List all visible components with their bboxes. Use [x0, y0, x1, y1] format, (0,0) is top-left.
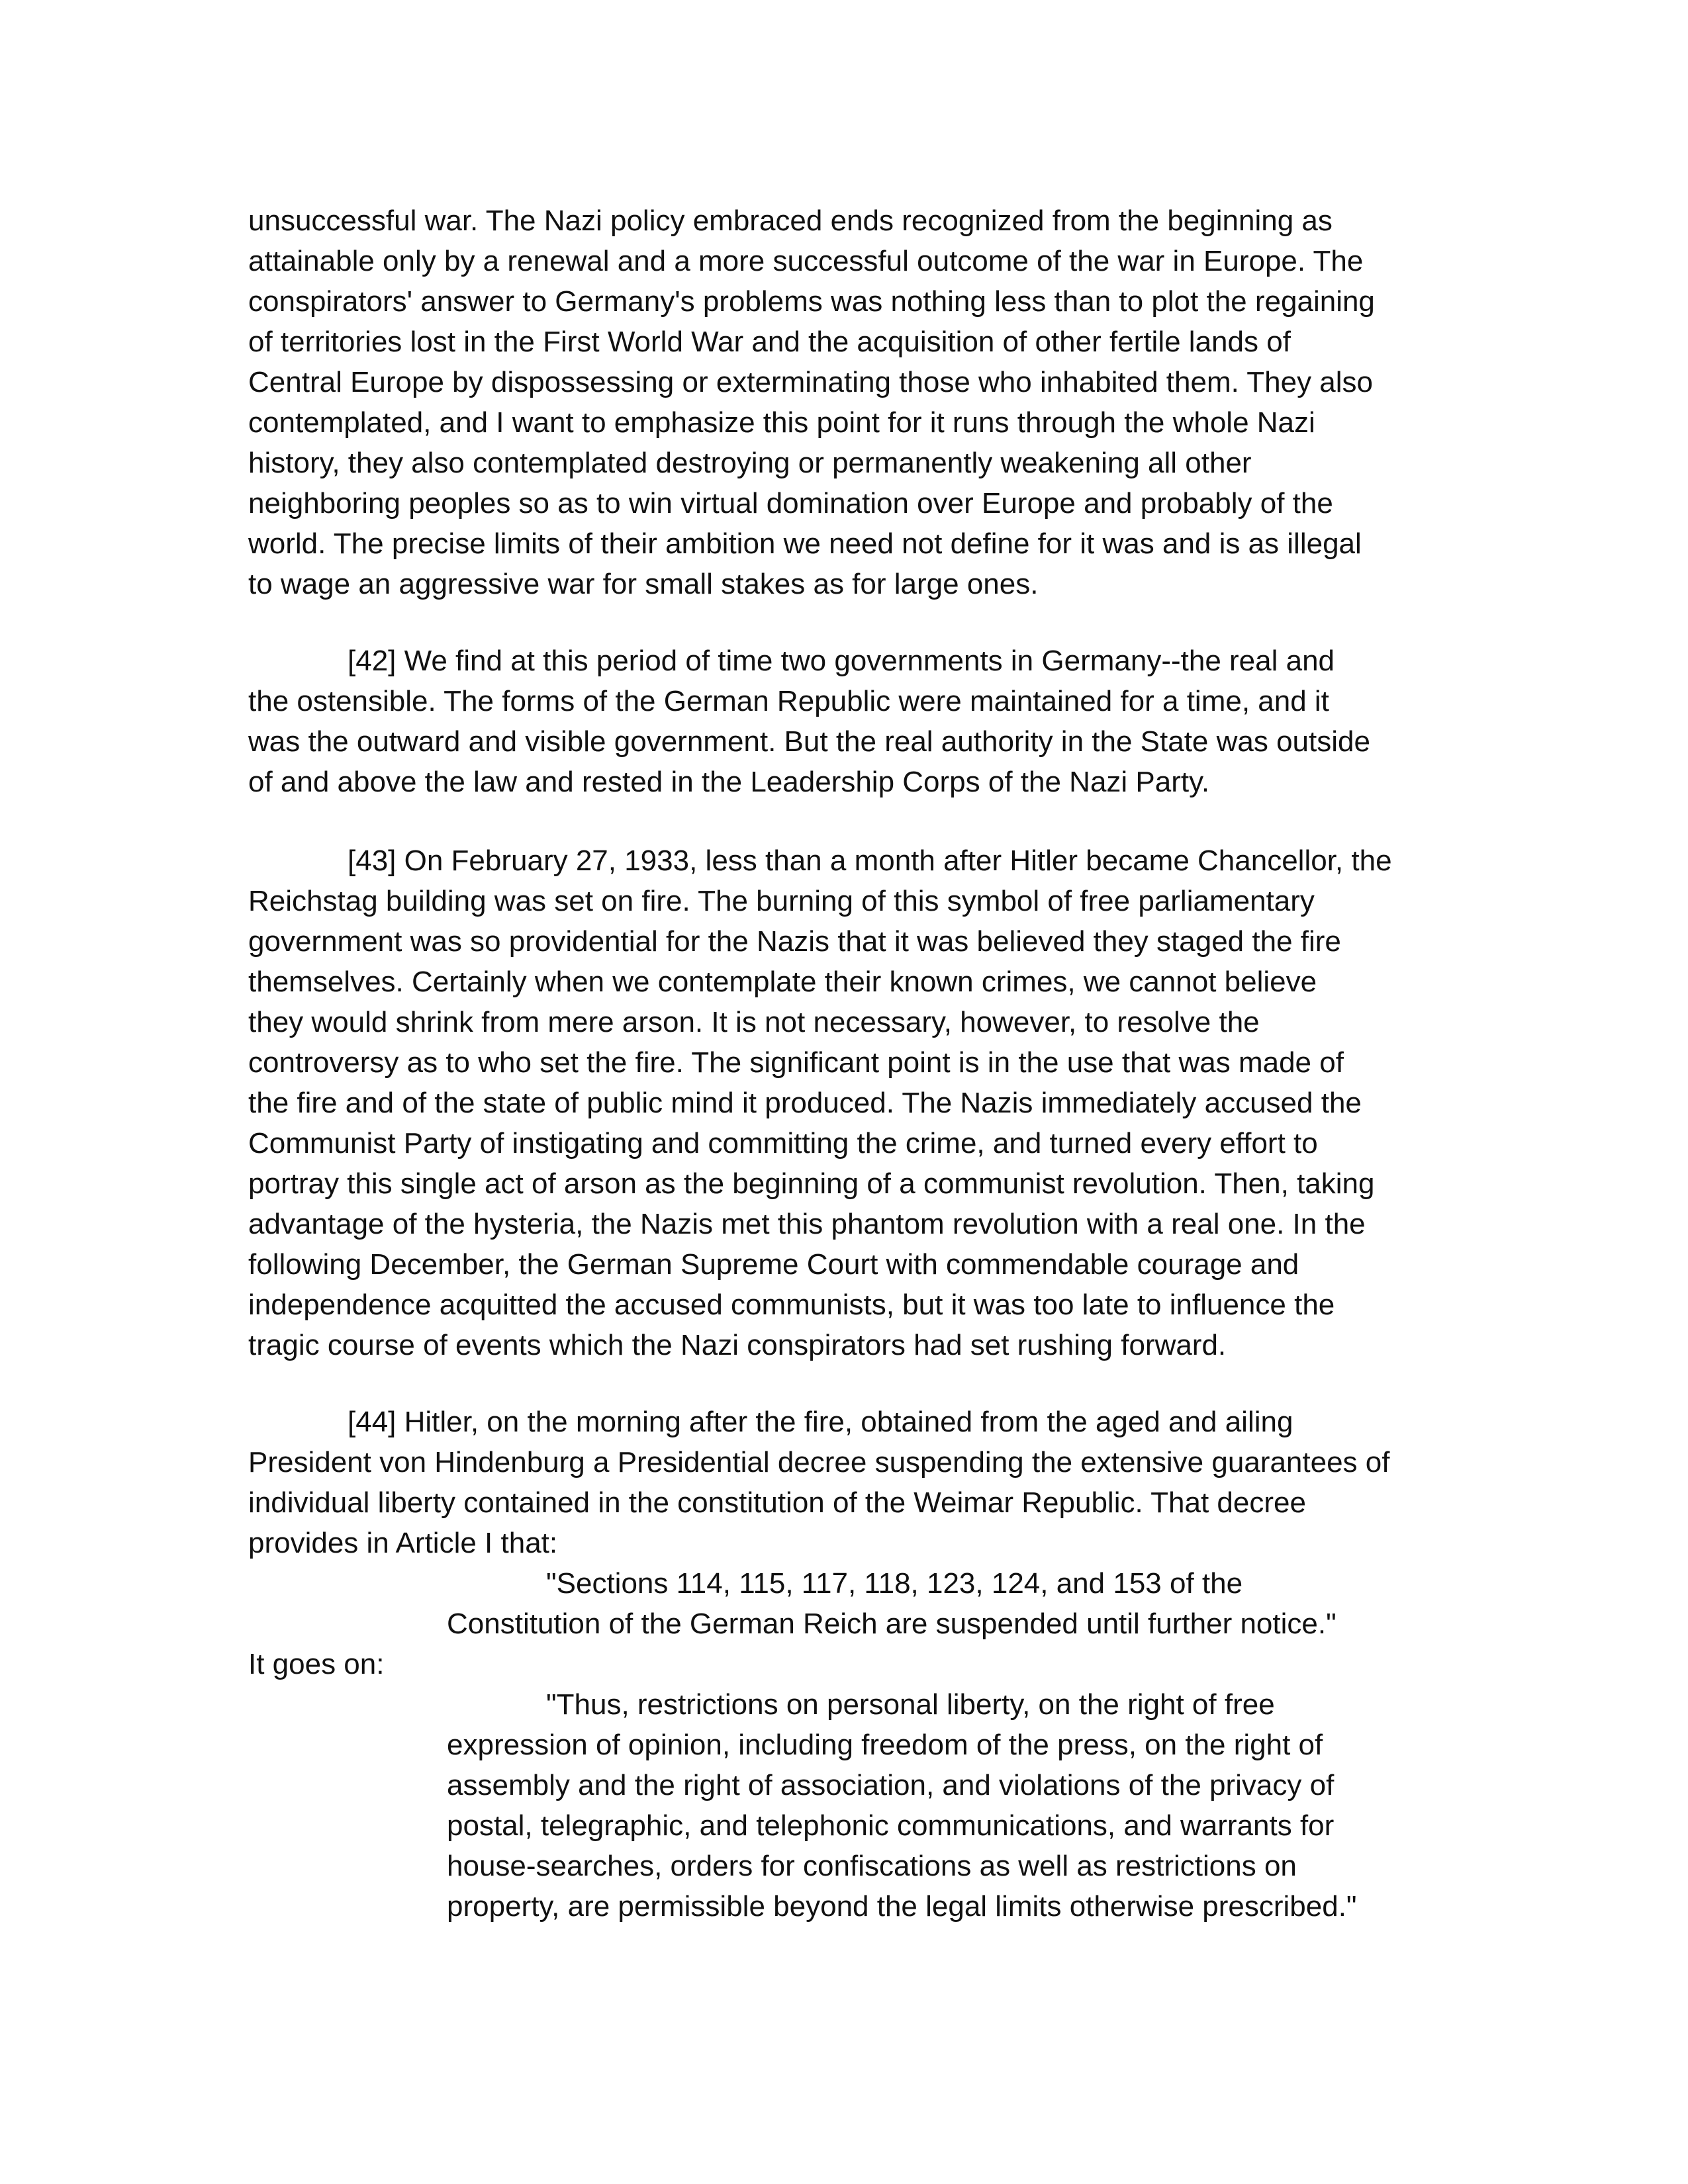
text-line: controversy as to who set the fire. The significant point is in the use that was made of	[248, 1046, 1344, 1079]
decree-quote-2	[447, 1684, 1440, 1927]
paragraph-43	[248, 841, 1446, 1365]
text-line: advantage of the hysteria, the Nazis met this phantom revolution with a real one. In the	[248, 1208, 1366, 1240]
text-line: It goes on:	[248, 1648, 385, 1680]
text-line: unsuccessful war. The Nazi policy embraced ends recognized from the beginning as	[248, 205, 1333, 237]
text-line: they would shrink from mere arson. It is not necessary, however, to resolve the	[248, 1006, 1260, 1038]
quote-line: house-searches, orders for confiscations as well as restrictions on	[447, 1850, 1297, 1882]
paragraph-44	[248, 1402, 1446, 1563]
text-line: themselves. Certainly when we contemplate their known crimes, we cannot believe	[248, 966, 1317, 998]
text-line: President von Hindenburg a Presidential decree suspending the extensive guarantees of	[248, 1446, 1390, 1479]
text-line: following December, the German Supreme Court with commendable courage and	[248, 1248, 1299, 1281]
text-line: provides in Article I that:	[248, 1527, 558, 1559]
quote-line: expression of opinion, including freedom of the press, on the right of	[447, 1729, 1323, 1761]
quote-line: "Thus, restrictions on personal liberty, on the right of free	[546, 1688, 1275, 1721]
text-line: attainable only by a renewal and a more successful outcome of the war in Europe. The	[248, 245, 1364, 277]
paragraph-42	[248, 641, 1446, 802]
quote-line: "Sections 114, 115, 117, 118, 123, 124, and 153 of the	[546, 1567, 1243, 1600]
quote-line: postal, telegraphic, and telephonic communications, and warrants for	[447, 1809, 1335, 1842]
text-line: Central Europe by dispossessing or exterminating those who inhabited them. They also	[248, 366, 1374, 398]
text-line: of territories lost in the First World War and the acquisition of other fertile lands of	[248, 326, 1291, 358]
text-line: government was so providential for the Nazis that it was believed they staged the fire	[248, 925, 1341, 958]
quote-line: assembly and the right of association, and violations of the privacy of	[447, 1769, 1335, 1801]
text-line: world. The precise limits of their ambition we need not define for it was and is as illegal	[248, 527, 1362, 560]
text-line: was the outward and visible government. But the real authority in the State was outside	[248, 725, 1370, 758]
text-line: conspirators' answer to Germany's problems was nothing less than to plot the regaining	[248, 285, 1375, 318]
text-line: the fire and of the state of public mind it produced. The Nazis immediately accused the	[248, 1087, 1362, 1119]
text-line: Communist Party of instigating and committing the crime, and turned every effort to	[248, 1127, 1318, 1160]
text-line: [44] Hitler, on the morning after the fire, obtained from the aged and ailing	[348, 1406, 1293, 1438]
text-line: individual liberty contained in the constitution of the Weimar Republic. That decree	[248, 1486, 1306, 1519]
text-line: the ostensible. The forms of the German Republic were maintained for a time, and it	[248, 685, 1329, 717]
text-line: portray this single act of arson as the beginning of a communist revolution. Then, taking	[248, 1167, 1375, 1200]
text-line: to wage an aggressive war for small stakes as for large ones.	[248, 568, 1039, 600]
paragraph-41-continued	[248, 201, 1446, 604]
text-line: history, they also contemplated destroying or permanently weakening all other	[248, 447, 1252, 479]
quote-line: property, are permissible beyond the legal limits otherwise prescribed."	[447, 1890, 1357, 1923]
quote-line: Constitution of the German Reich are suspended until further notice."	[447, 1608, 1336, 1640]
text-line: independence acquitted the accused communists, but it was too late to influence the	[248, 1289, 1335, 1321]
text-line: [42] We find at this period of time two governments in Germany--the real and	[348, 645, 1335, 677]
connector-text	[248, 1644, 1446, 1684]
text-line: tragic course of events which the Nazi conspirators had set rushing forward.	[248, 1329, 1227, 1361]
decree-quote-1	[447, 1563, 1440, 1644]
text-line: of and above the law and rested in the Leadership Corps of the Nazi Party.	[248, 766, 1210, 798]
text-line: contemplated, and I want to emphasize this point for it runs through the whole Nazi	[248, 406, 1315, 439]
text-line: [43] On February 27, 1933, less than a month after Hitler became Chancellor, the	[348, 844, 1392, 877]
text-line: Reichstag building was set on fire. The burning of this symbol of free parliamentary	[248, 885, 1315, 917]
text-line: neighboring peoples so as to win virtual domination over Europe and probably of the	[248, 487, 1333, 520]
